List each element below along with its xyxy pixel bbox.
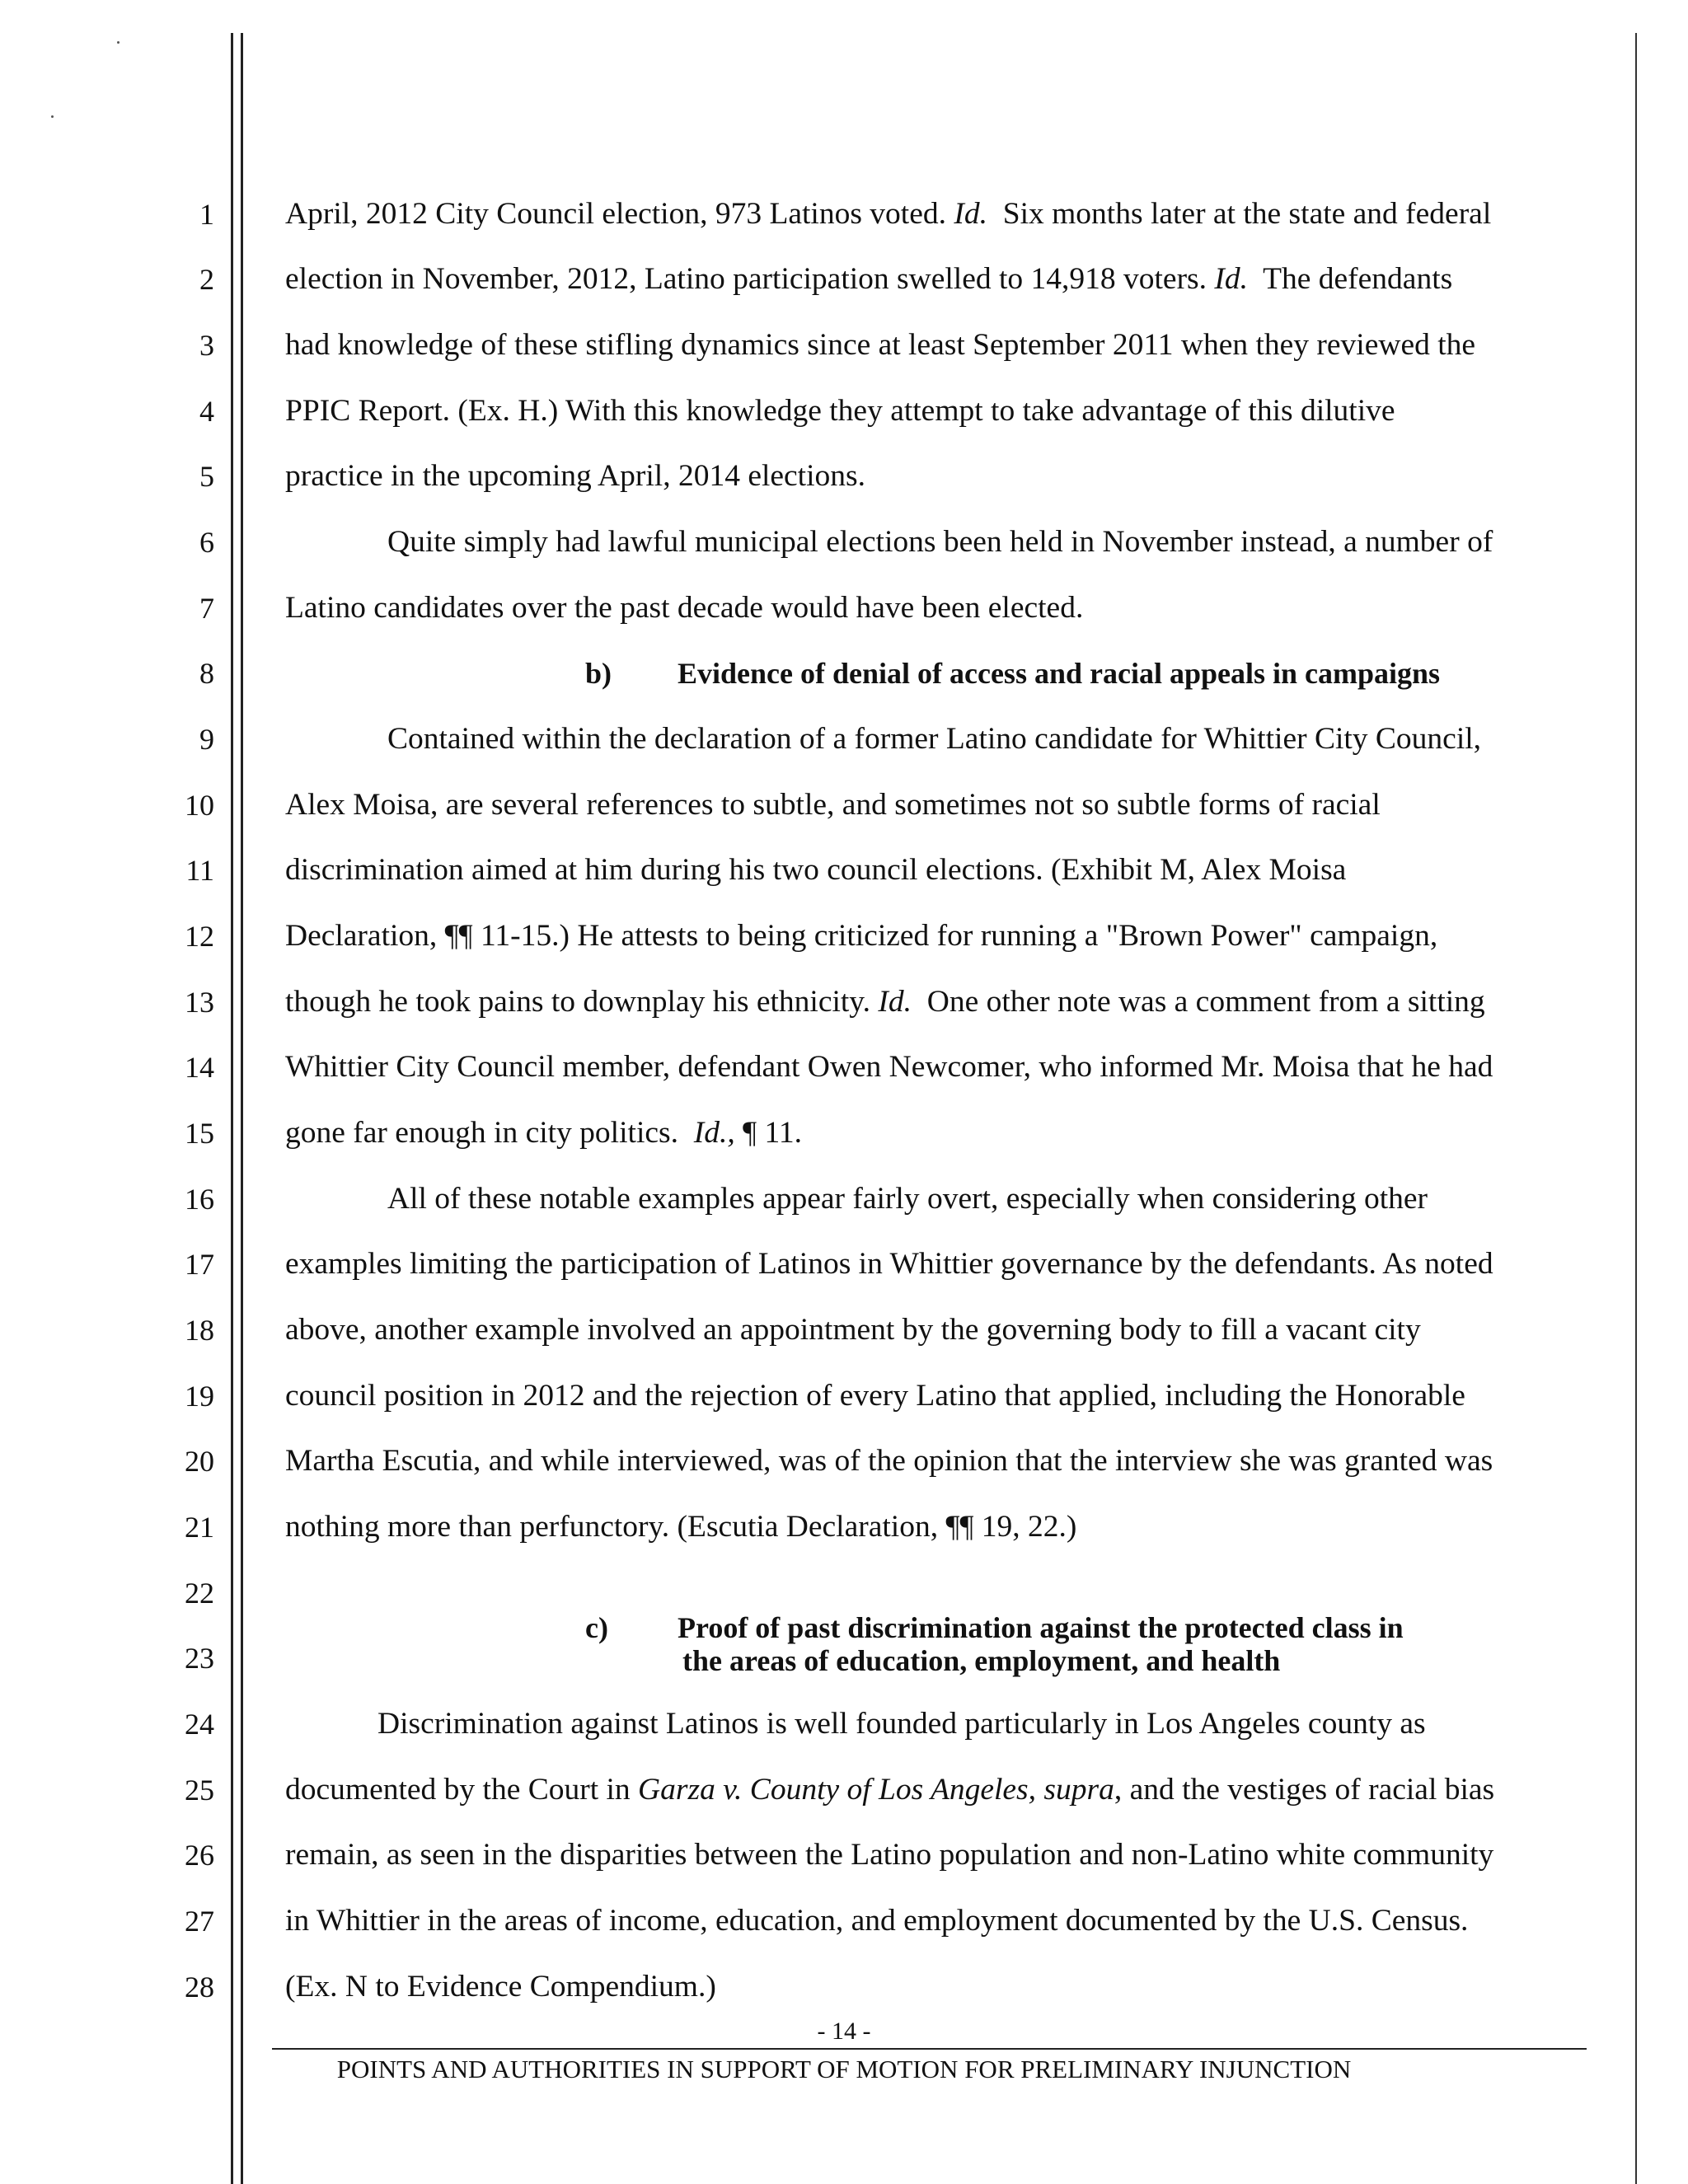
body-line: above, another example involved an appointment by the governing body to fill a vacant city [285,1313,1421,1347]
heading-marker: b) [585,657,612,690]
body-line: Martha Escutia, and while interviewed, was of the opinion that the interview she was granted was [285,1444,1493,1478]
right-margin-rule [1635,33,1637,2184]
scan-speck [117,41,120,44]
line-number: 28 [185,1971,214,2004]
line-number: 15 [185,1117,214,1150]
body-text: The defendants [1263,262,1453,296]
heading-marker: c) [585,1611,608,1644]
citation-id: Id., [693,1116,735,1150]
line-number: 1 [199,198,214,231]
body-line: nothing more than perfunctory. (Escutia Declaration, ¶¶ 19, 22.) [285,1510,1077,1544]
body-line: remain, as seen in the disparities between the Latino population and non-Latino white community [285,1838,1494,1872]
case-citation: Garza v. County of Los Angeles, supra [638,1773,1114,1807]
line-number: 23 [185,1642,214,1675]
body-line [285,198,1608,231]
line-number: 22 [185,1577,214,1610]
line-number: 16 [185,1183,214,1216]
left-margin-rule-inner [241,33,243,2184]
line-number: 9 [199,723,214,756]
line-number: 7 [199,592,214,625]
line-number: 19 [185,1380,214,1413]
body-text: though he took pains to downplay his ethnicity. [285,985,870,1019]
body-line: Contained within the declaration of a former Latino candidate for Whittier City Council, [387,722,1482,756]
line-number: 27 [185,1905,214,1938]
line-number: 24 [185,1708,214,1741]
body-line: PPIC Report. (Ex. H.) With this knowledge they attempt to take advantage of this dilutive [285,394,1395,428]
body-line [285,986,1608,1019]
body-line: had knowledge of these stifling dynamics since at least September 2011 when they reviewed the [285,328,1476,362]
footer-rule [272,2048,1587,2050]
body-line: practice in the upcoming April, 2014 elections. [285,459,865,493]
body-line: Alex Moisa, are several references to subtle, and sometimes not so subtle forms of racial [285,788,1381,822]
line-number: 10 [185,789,214,822]
body-line: Quite simply had lawful municipal elections been held in November instead, a number of [387,525,1493,559]
line-number: 20 [185,1445,214,1478]
body-line: Whittier City Council member, defendant Owen Newcomer, who informed Mr. Moisa that he had [285,1050,1493,1084]
body-line: council position in 2012 and the rejection of every Latino that applied, including the Honorable [285,1379,1465,1413]
heading-title: Evidence of denial of access and racial appeals in campaigns [678,657,1441,690]
line-number: 25 [185,1774,214,1807]
body-text: April, 2012 City Council election, 973 Latinos voted. [285,197,946,231]
body-text: gone far enough in city politics. [285,1116,678,1150]
body-text: Six months later at the state and federal [1002,197,1492,231]
line-number: 8 [199,657,214,690]
body-line [285,1774,1608,1807]
line-number: 2 [199,263,214,296]
line-number: 14 [185,1051,214,1084]
body-line: (Ex. N to Evidence Compendium.) [285,1970,716,2004]
line-number: 5 [199,460,214,493]
heading-title-line2: the areas of education, employment, and health [682,1644,1281,1677]
body-text: One other note was a comment from a sitting [926,985,1485,1019]
citation-id: Id. [954,197,987,231]
body-line [285,1117,1608,1150]
line-number: 13 [185,986,214,1019]
body-line: Latino candidates over the past decade would have been elected. [285,591,1084,625]
line-number: 18 [185,1314,214,1347]
body-text: documented by the Court in [285,1773,631,1807]
body-text: ¶ 11. [743,1116,802,1150]
line-number: 17 [185,1248,214,1281]
body-line: in Whittier in the areas of income, education, and employment documented by the U.S. Census. [285,1904,1469,1938]
line-number: 12 [185,920,214,953]
body-line: examples limiting the participation of Latinos in Whittier governance by the defendants. As noted [285,1247,1493,1281]
body-line: discrimination aimed at him during his two council elections. (Exhibit M, Alex Moisa [285,853,1347,887]
scan-speck [51,115,54,118]
body-text: election in November, 2012, Latino participation swelled to 14,918 voters. [285,262,1207,296]
body-line: Discrimination against Latinos is well founded particularly in Los Angeles county as [377,1707,1426,1741]
citation-id: Id. [1214,262,1249,296]
line-number: 11 [185,854,214,887]
line-number: 4 [199,395,214,428]
body-line: All of these notable examples appear fairly overt, especially when considering other [387,1182,1428,1216]
page-number: - 14 - [817,2018,871,2045]
body-line [285,263,1608,296]
heading-title-line1: Proof of past discrimination against the protected class in [678,1611,1404,1644]
footer-caption: POINTS AND AUTHORITIES IN SUPPORT OF MOTION FOR PRELIMINARY INJUNCTION [336,2055,1352,2083]
body-text: , and the vestiges of racial bias [1114,1773,1495,1807]
line-number: 21 [185,1511,214,1544]
line-number: 26 [185,1839,214,1872]
body-line: Declaration, ¶¶ 11-15.) He attests to being criticized for running a "Brown Power" campaign, [285,919,1438,953]
line-number: 3 [199,329,214,362]
citation-id: Id. [878,985,912,1019]
line-number: 6 [199,526,214,559]
left-margin-rule [231,33,233,2184]
